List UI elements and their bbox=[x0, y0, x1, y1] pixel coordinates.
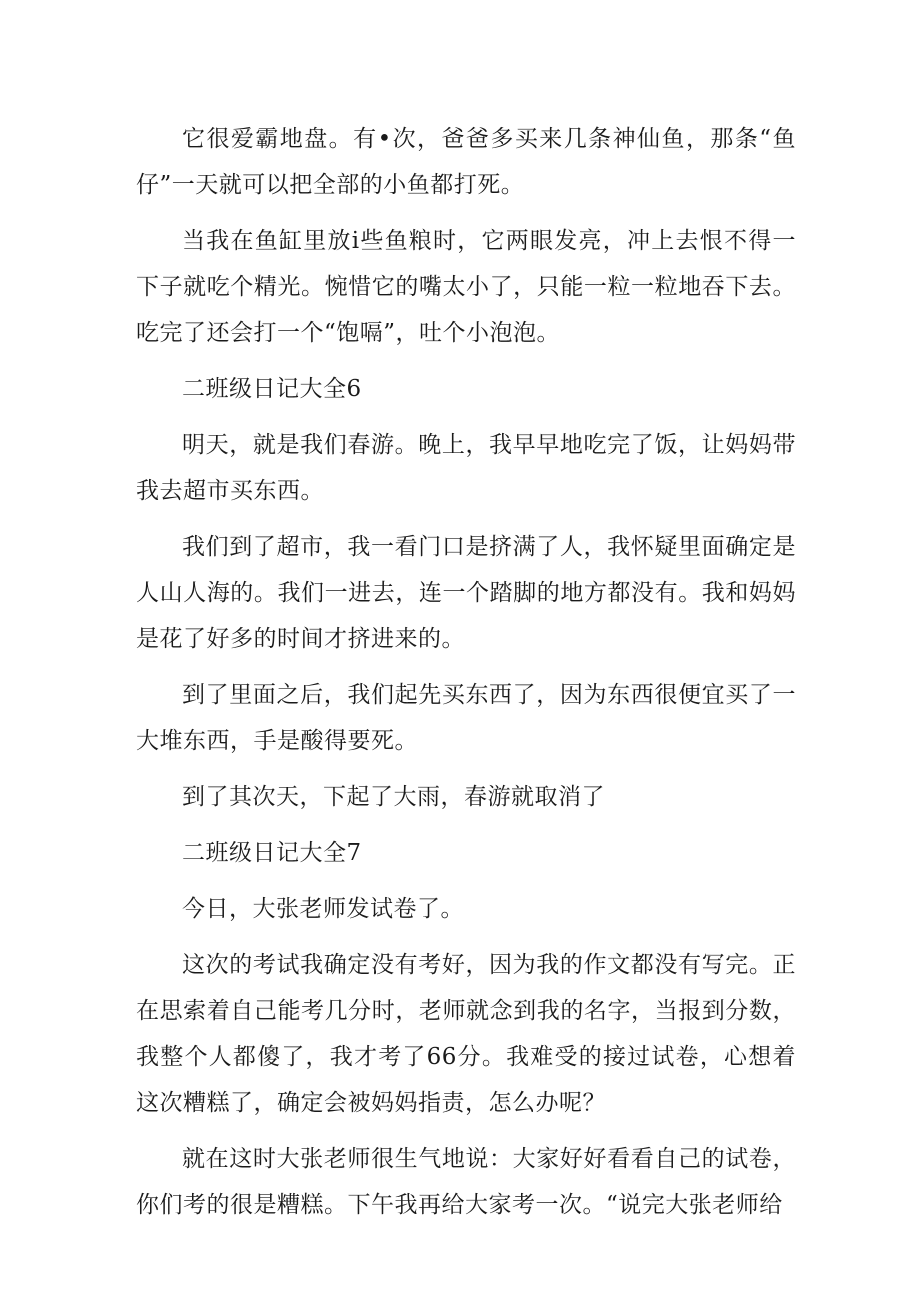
paragraph: 这次的考试我确定没有考好，因为我的作文都没有写完。正在思索着自己能考几分时，老师就念到我的名字，当报到分数，我整个人都傻了，我才考了66分。我难受的接过试卷，心想着这次糟糕了，确定会被妈妈指责，怎么办呢？ bbox=[136, 952, 796, 1116]
paragraph: 就在这时大张老师很生气地说：大家好好看看自己的试卷，你们考的很是糟糕。下午我再给大家考一次。“说完大张老师给 bbox=[136, 1146, 796, 1218]
paragraph: 明天，就是我们春游。晚上，我早早地吃完了饭，让妈妈带我去超市买东西。 bbox=[136, 432, 796, 504]
paragraph: 当我在鱼缸里放i些鱼粮时，它两眼发亮，冲上去恨不得一下子就吃个精光。惋惜它的嘴太小了，只能一粒一粒地吞下去。吃完了还会打一个“饱嗝”，吐个小泡泡。 bbox=[136, 228, 796, 346]
paragraph: 它很爱霸地盘。有•次，爸爸多买来几条神仙鱼，那条“鱼仔”一天就可以把全部的小鱼都打死。 bbox=[136, 126, 796, 198]
section-heading: 二班级日记大全6 bbox=[182, 376, 362, 402]
paragraph: 到了其次天，下起了大雨，春游就取消了 bbox=[182, 784, 605, 810]
paragraph: 我们到了超市，我一看门口是挤满了人，我怀疑里面确定是人山人海的。我们一进去，连一个踏脚的地方都没有。我和妈妈是花了好多的时间才挤进来的。 bbox=[136, 534, 796, 652]
document-body bbox=[136, 116, 796, 1238]
paragraph: 到了里面之后，我们起先买东西了，因为东西很便宜买了一大堆东西，手是酸得要死。 bbox=[136, 682, 796, 754]
section-heading: 二班级日记大全7 bbox=[182, 840, 362, 866]
paragraph: 今日，大张老师发试卷了。 bbox=[182, 896, 464, 922]
